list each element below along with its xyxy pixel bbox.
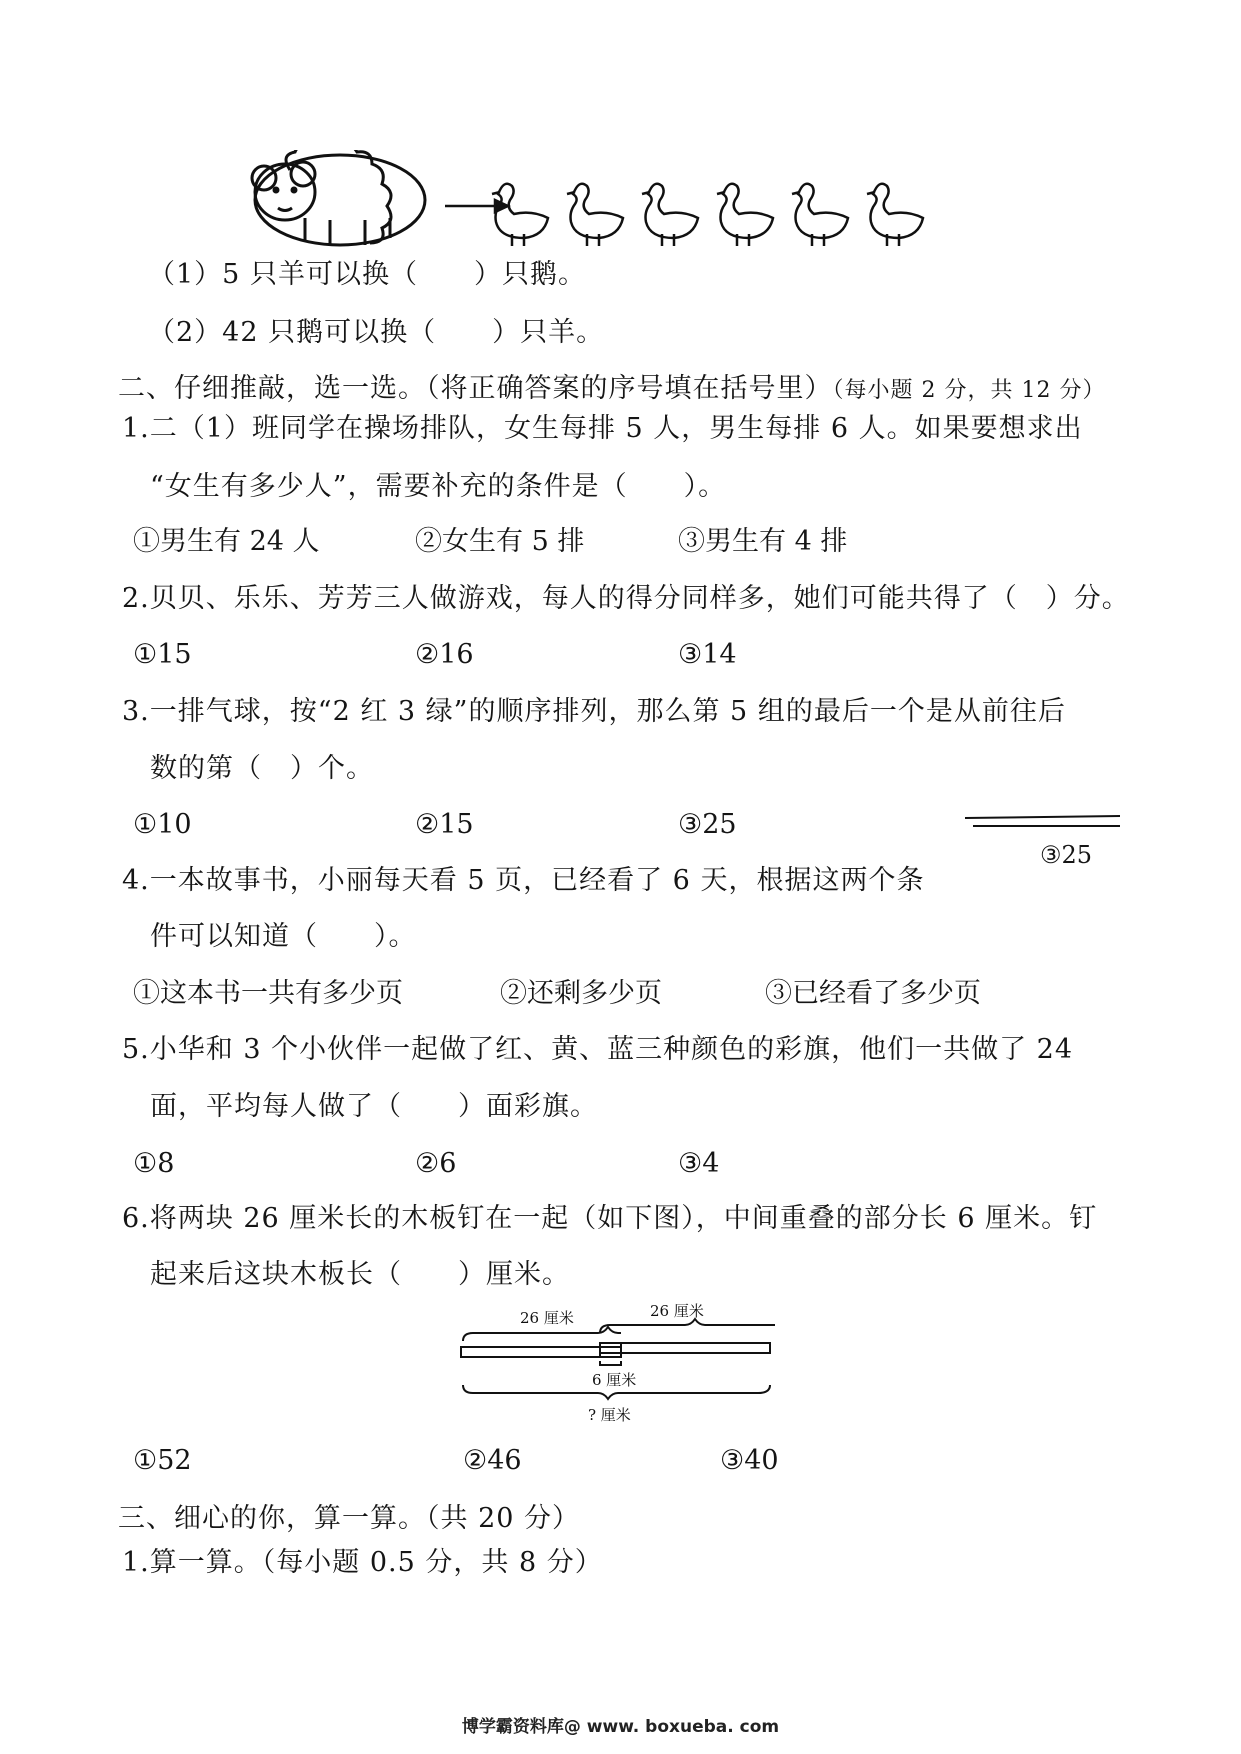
- question-4-line1: 4.一本故事书，小丽每天看 5 页，已经看了 6 天，根据这两个条: [122, 865, 925, 896]
- question-1-option-1: ①男生有 24 人: [133, 526, 320, 557]
- section2-title: [118, 372, 1105, 408]
- question-3-option-3: ③25: [678, 809, 737, 840]
- question-3-option-2: ②15: [415, 809, 474, 840]
- intro-question-2: （2）42 只鹅可以换（ ）只羊。: [148, 317, 605, 348]
- question-1-line2: “女生有多少人”，需要补充的条件是（ ）。: [150, 471, 727, 502]
- question-5-line1: 5.小华和 3 个小伙伴一起做了红、黄、蓝三种颜色的彩旗，他们一共做了 24: [122, 1034, 1074, 1065]
- question-5-option-1: ①8: [133, 1148, 175, 1179]
- question-4-option-1: ①这本书一共有多少页: [133, 978, 403, 1009]
- question-4-option-2: ②还剩多少页: [500, 978, 662, 1009]
- question-6-line1: 6.将两块 26 厘米长的木板钉在一起（如下图），中间重叠的部分长 6 厘米。钉: [122, 1203, 1098, 1234]
- question-1-option-2: ②女生有 5 排: [415, 526, 585, 557]
- intro-question-1: （1）5 只羊可以换（ ）只鹅。: [148, 259, 586, 290]
- board-diagram: [455, 1303, 775, 1438]
- overlap-label: 6 厘米: [592, 1371, 637, 1389]
- question-1-line1: 1.二（1）班同学在操场排队，女生每排 5 人，男生每排 6 人。如果要想求出: [122, 413, 1083, 444]
- question-6-option-2: ②46: [463, 1445, 522, 1476]
- stray-option-text: ③25: [1040, 841, 1093, 869]
- question-6-line2: 起来后这块木板长（ ）厘米。: [150, 1259, 570, 1290]
- stray-lines: [965, 812, 1125, 832]
- question-5-option-3: ③4: [678, 1148, 720, 1179]
- board-right-label: 26 厘米: [650, 1303, 704, 1320]
- question-2-option-1: ①15: [133, 639, 192, 670]
- question-1-option-3: ③男生有 4 排: [678, 526, 848, 557]
- question-3-line1: 3.一排气球，按“2 红 3 绿”的顺序排列，那么第 5 组的最后一个是从前往后: [122, 696, 1066, 727]
- question-3-option-1: ①10: [133, 809, 192, 840]
- question-4-line2: 件可以知道（ ）。: [150, 921, 417, 952]
- section3-title: 三、细心的你，算一算。（共 20 分）: [118, 1503, 581, 1534]
- sheep-icon: [252, 150, 425, 245]
- question-5-option-2: ②6: [415, 1148, 457, 1179]
- question-3-line2: 数的第（ ）个。: [150, 753, 374, 784]
- total-length-label: ? 厘米: [588, 1406, 631, 1424]
- board-left-label: 26 厘米: [520, 1309, 574, 1327]
- section3-sub1: 1.算一算。（每小题 0.5 分，共 8 分）: [122, 1547, 603, 1578]
- question-4-option-3: ③已经看了多少页: [765, 978, 981, 1009]
- question-2-line1: 2.贝贝、乐乐、芳芳三人做游戏，每人的得分同样多，她们可能共得了（ ）分。: [122, 583, 1130, 614]
- goose-icon-group: [492, 184, 923, 246]
- question-5-line2: 面，平均每人做了（ ）面彩旗。: [150, 1091, 598, 1122]
- question-2-option-2: ②16: [415, 639, 474, 670]
- footer-watermark: 博学霸资料库@ www. boxueba. com: [461, 1717, 780, 1737]
- question-2-option-3: ③14: [678, 639, 737, 670]
- section2-score-note: （每小题 2 分，共 12 分）: [832, 378, 1106, 403]
- section2-title-text: 二、仔细推敲，选一选。（将正确答案的序号填在括号里）: [118, 373, 833, 404]
- question-6-option-3: ③40: [720, 1445, 779, 1476]
- question-6-option-1: ①52: [133, 1445, 192, 1476]
